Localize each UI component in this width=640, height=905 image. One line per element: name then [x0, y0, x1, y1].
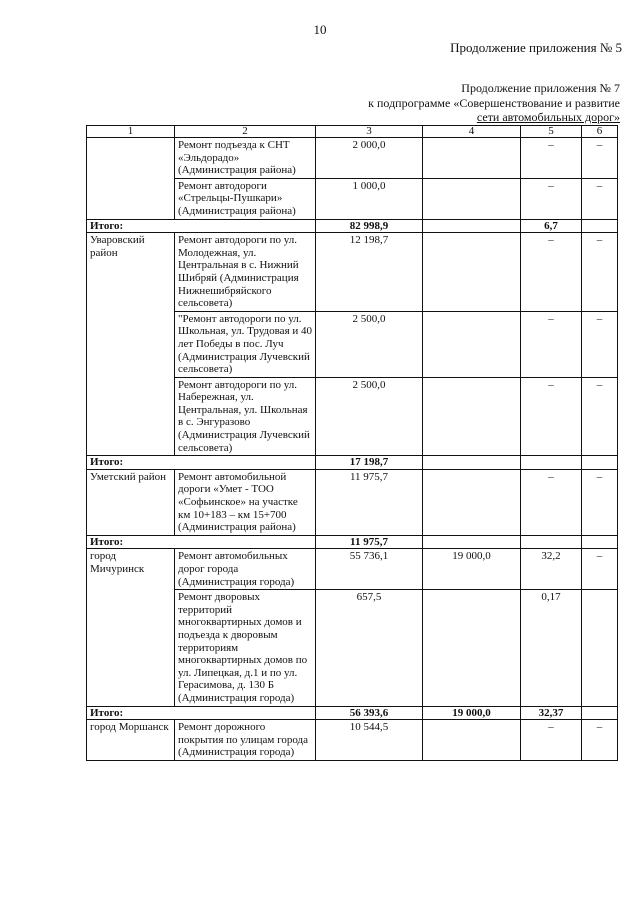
total-row	[87, 456, 618, 470]
district-cell	[87, 138, 175, 220]
amount-col4	[423, 311, 521, 377]
table-row	[87, 138, 618, 179]
amount-col4	[423, 590, 521, 706]
total-amount: 56 393,6	[316, 706, 423, 720]
amount-col4	[423, 469, 521, 535]
district-cell: Уваровский район	[87, 233, 175, 456]
total-row	[87, 706, 618, 720]
amount-col4: 19 000,0	[423, 549, 521, 590]
header-line-2: к подпрограмме «Совершенствование и развитие	[368, 95, 620, 110]
amount-col5: –	[521, 138, 582, 179]
page-number: 10	[313, 22, 327, 37]
table-row	[87, 233, 618, 312]
total-col6	[582, 219, 618, 233]
amount-cell: 2 500,0	[316, 311, 423, 377]
appendix-7-header	[368, 81, 620, 125]
amount-col6: –	[582, 377, 618, 456]
col-header-6: 6	[582, 126, 618, 138]
table-row	[87, 469, 618, 535]
total-row	[87, 219, 618, 233]
col-header-2: 2	[175, 126, 316, 138]
header-line-1: Продолжение приложения № 7	[461, 81, 620, 95]
col-header-4: 4	[423, 126, 521, 138]
appendix-5-continuation: Продолжение приложения № 5	[450, 40, 622, 55]
amount-cell: 55 736,1	[316, 549, 423, 590]
total-amount: 11 975,7	[316, 535, 423, 549]
total-row	[87, 535, 618, 549]
total-col6	[582, 706, 618, 720]
total-col4: 19 000,0	[423, 706, 521, 720]
amount-col6: –	[582, 720, 618, 761]
amount-col5: –	[521, 377, 582, 456]
amount-col4	[423, 138, 521, 179]
work-description: "Ремонт автодороги по ул. Школьная, ул. Трудовая и 40 лет Победы в пос. Луч (Администрация Лучевский сельсовета)	[175, 311, 316, 377]
amount-col5: –	[521, 311, 582, 377]
amount-col4	[423, 233, 521, 312]
amount-cell: 1 000,0	[316, 178, 423, 219]
total-label: Итого:	[87, 456, 316, 470]
district-cell: город Моршанск	[87, 720, 175, 761]
amount-col5: 32,2	[521, 549, 582, 590]
col-header-5: 5	[521, 126, 582, 138]
amount-cell: 2 000,0	[316, 138, 423, 179]
work-description: Ремонт дворовых территорий многоквартирных домов и подъезда к дворовым территориям многоквартирных домов по ул. Липецкая, д.1 и по ул. Герасимова, д. 130 Б (Администрация города)	[175, 590, 316, 706]
amount-col6: –	[582, 178, 618, 219]
column-number-row	[87, 126, 618, 138]
total-col4	[423, 456, 521, 470]
table-row	[87, 549, 618, 590]
amount-col6: –	[582, 549, 618, 590]
funding-table	[86, 125, 618, 761]
district-cell: город Мичуринск	[87, 549, 175, 706]
table-row	[87, 720, 618, 761]
col-header-3: 3	[316, 126, 423, 138]
amount-col5: –	[521, 720, 582, 761]
work-description: Ремонт подъезда к СНТ «Эльдорадо» (Администрация района)	[175, 138, 316, 179]
total-col5	[521, 535, 582, 549]
work-description: Ремонт автодороги по ул. Молодежная, ул. Центральная в с. Нижний Шибряй (Администрация Нижнешибряйского сельсовета)	[175, 233, 316, 312]
total-col5: 6,7	[521, 219, 582, 233]
amount-cell: 11 975,7	[316, 469, 423, 535]
amount-col6: –	[582, 469, 618, 535]
amount-col5: –	[521, 469, 582, 535]
total-label: Итого:	[87, 219, 316, 233]
total-amount: 82 998,9	[316, 219, 423, 233]
total-col5: 32,37	[521, 706, 582, 720]
amount-col5: –	[521, 178, 582, 219]
amount-col4	[423, 377, 521, 456]
amount-cell: 10 544,5	[316, 720, 423, 761]
total-col4	[423, 219, 521, 233]
amount-col4	[423, 178, 521, 219]
work-description: Ремонт автодороги по ул. Набережная, ул. Центральная, ул. Школьная в с. Энгуразово (Администрация Лучевский сельсовета)	[175, 377, 316, 456]
district-cell: Уметский район	[87, 469, 175, 535]
work-description: Ремонт дорожного покрытия по улицам города (Администрация города)	[175, 720, 316, 761]
total-label: Итого:	[87, 535, 316, 549]
total-col6	[582, 535, 618, 549]
amount-col5: 0,17	[521, 590, 582, 706]
amount-col6	[582, 590, 618, 706]
amount-col6: –	[582, 311, 618, 377]
work-description: Ремонт автодороги «Стрельцы-Пушкари» (Администрация района)	[175, 178, 316, 219]
col-header-1: 1	[87, 126, 175, 138]
amount-col4	[423, 720, 521, 761]
total-col5	[521, 456, 582, 470]
total-amount: 17 198,7	[316, 456, 423, 470]
amount-col5: –	[521, 233, 582, 312]
work-description: Ремонт автомобильных дорог города (Администрация города)	[175, 549, 316, 590]
total-col4	[423, 535, 521, 549]
amount-cell: 2 500,0	[316, 377, 423, 456]
work-description: Ремонт автомобильной дороги «Умет - ТОО «Софьинское» на участке км 10+183 – км 15+700 (Администрация района)	[175, 469, 316, 535]
amount-cell: 657,5	[316, 590, 423, 706]
total-col6	[582, 456, 618, 470]
amount-col6: –	[582, 138, 618, 179]
total-label: Итого:	[87, 706, 316, 720]
amount-col6: –	[582, 233, 618, 312]
amount-cell: 12 198,7	[316, 233, 423, 312]
header-line-3: сети автомобильных дорог»	[476, 110, 620, 124]
